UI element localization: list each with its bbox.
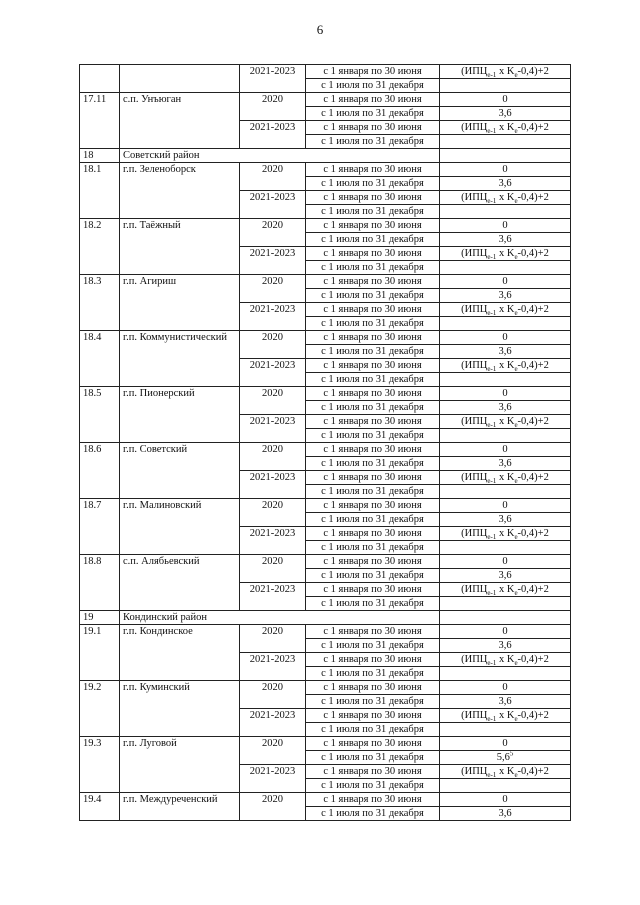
value-cell: 0	[440, 163, 571, 177]
value-cell	[440, 317, 571, 331]
settlement-name: г.п. Зеленоборск	[120, 163, 240, 219]
year-cell: 2020	[240, 331, 306, 359]
table-row	[80, 219, 571, 233]
table-row	[80, 443, 571, 457]
period-cell: с 1 января по 30 июня	[306, 793, 440, 807]
table-row	[80, 387, 571, 401]
item-number: 19.2	[80, 681, 120, 737]
year-cell: 2020	[240, 387, 306, 415]
item-number: 19.1	[80, 625, 120, 681]
period-cell: с 1 января по 30 июня	[306, 653, 440, 667]
formula-cell: ($ИПЦ_{e-1}$ x $K_e-0,4)+2$	[440, 303, 571, 317]
formula-cell: ($ИПЦ_{e-1}$ x $K_e-0,4)+2$	[440, 583, 571, 597]
settlement-name: г.п. Коммунистический	[120, 331, 240, 387]
item-number: 18.7	[80, 499, 120, 555]
settlement-name: г.п. Таёжный	[120, 219, 240, 275]
period-cell: с 1 июля по 31 декабря	[306, 373, 440, 387]
value-cell: 0	[440, 681, 571, 695]
settlement-name: г.п. Кондинское	[120, 625, 240, 681]
period-cell: с 1 июля по 31 декабря	[306, 779, 440, 793]
settlement-name	[120, 65, 240, 93]
value-cell	[440, 611, 571, 625]
period-cell: с 1 января по 30 июня	[306, 191, 440, 205]
period-cell: с 1 июля по 31 декабря	[306, 807, 440, 821]
value-cell: 0	[440, 793, 571, 807]
year-cell: 2021-2023	[240, 121, 306, 149]
formula-cell: ($ИПЦ_{e-1}$ x $K_e-0,4)+2$	[440, 471, 571, 485]
value-cell: 3,6	[440, 177, 571, 191]
formula-cell: ($ИПЦ_{e-1}$ x $K_e-0,4)+2$	[440, 653, 571, 667]
value-cell: 3,6	[440, 513, 571, 527]
item-number: 18.3	[80, 275, 120, 331]
district-number: 19	[80, 611, 120, 625]
district-row	[80, 149, 571, 163]
period-cell: с 1 июля по 31 декабря	[306, 79, 440, 93]
value-cell: $5,6^5$	[440, 751, 571, 765]
period-cell: с 1 января по 30 июня	[306, 331, 440, 345]
period-cell: с 1 июля по 31 декабря	[306, 233, 440, 247]
settlement-name: с.п. Унъюган	[120, 93, 240, 149]
district-name: Кондинский район	[120, 611, 440, 625]
year-cell: 2020	[240, 275, 306, 303]
period-cell: с 1 января по 30 июня	[306, 275, 440, 289]
year-cell: 2021-2023	[240, 583, 306, 611]
value-cell: 3,6	[440, 289, 571, 303]
value-cell: 3,6	[440, 401, 571, 415]
value-cell: 0	[440, 443, 571, 457]
period-cell: с 1 января по 30 июня	[306, 359, 440, 373]
formula-cell: ($ИПЦ_{e-1}$ x $K_e-0,4)+2$	[440, 709, 571, 723]
year-cell: 2021-2023	[240, 765, 306, 793]
period-cell: с 1 января по 30 июня	[306, 499, 440, 513]
formula-cell: ($ИПЦ_{e-1}$ x $K_e-0,4)+2$	[440, 191, 571, 205]
period-cell: с 1 января по 30 июня	[306, 121, 440, 135]
period-cell: с 1 июля по 31 декабря	[306, 569, 440, 583]
value-cell: 3,6	[440, 807, 571, 821]
period-cell: с 1 января по 30 июня	[306, 163, 440, 177]
value-cell: 3,6	[440, 345, 571, 359]
formula-cell: ($ИПЦ_{e-1}$ x $K_e-0,4)+2$	[440, 527, 571, 541]
settlement-name: г.п. Советский	[120, 443, 240, 499]
period-cell: с 1 июля по 31 декабря	[306, 261, 440, 275]
year-cell: 2021-2023	[240, 471, 306, 499]
year-cell: 2021-2023	[240, 415, 306, 443]
period-cell: с 1 января по 30 июня	[306, 65, 440, 79]
year-cell: 2021-2023	[240, 247, 306, 275]
table-row	[80, 625, 571, 639]
settlement-name: с.п. Алябьевский	[120, 555, 240, 611]
year-cell: 2021-2023	[240, 191, 306, 219]
period-cell: с 1 июля по 31 декабря	[306, 135, 440, 149]
settlement-name: г.п. Междуреченский	[120, 793, 240, 821]
value-cell	[440, 79, 571, 93]
value-cell	[440, 667, 571, 681]
item-number: 18.1	[80, 163, 120, 219]
period-cell: с 1 января по 30 июня	[306, 219, 440, 233]
item-number	[80, 65, 120, 93]
footnote-marker: 5	[509, 750, 514, 758]
value-cell: 3,6	[440, 569, 571, 583]
period-cell: с 1 января по 30 июня	[306, 93, 440, 107]
table-row	[80, 737, 571, 751]
period-cell: с 1 января по 30 июня	[306, 709, 440, 723]
period-cell: с 1 июля по 31 декабря	[306, 289, 440, 303]
formula-cell: ($ИПЦ_{e-1}$ x $K_e-0,4)+2$	[440, 765, 571, 779]
value-cell: 0	[440, 93, 571, 107]
item-number: 17.11	[80, 93, 120, 149]
year-cell: 2020	[240, 93, 306, 121]
value-cell: 0	[440, 625, 571, 639]
district-name: Советский район	[120, 149, 440, 163]
item-number: 18.6	[80, 443, 120, 499]
table-row	[80, 681, 571, 695]
value-cell: 0	[440, 555, 571, 569]
formula-cell: ($ИПЦ_{e-1}$ x $K_e-0,4)+2$	[440, 247, 571, 261]
year-cell: 2020	[240, 625, 306, 653]
value-cell	[440, 723, 571, 737]
value-cell	[440, 597, 571, 611]
year-cell: 2020	[240, 443, 306, 471]
period-cell: с 1 июля по 31 декабря	[306, 695, 440, 709]
period-cell: с 1 июля по 31 декабря	[306, 597, 440, 611]
year-cell: 2021-2023	[240, 65, 306, 93]
value-cell	[440, 373, 571, 387]
value-cell: 3,6	[440, 695, 571, 709]
period-cell: с 1 января по 30 июня	[306, 625, 440, 639]
period-cell: с 1 января по 30 июня	[306, 387, 440, 401]
table-row	[80, 793, 571, 807]
period-cell: с 1 июля по 31 декабря	[306, 205, 440, 219]
value-cell	[440, 541, 571, 555]
settlement-name: г.п. Луговой	[120, 737, 240, 793]
item-number: 18.5	[80, 387, 120, 443]
settlement-name: г.п. Агириш	[120, 275, 240, 331]
value-cell: 3,6	[440, 233, 571, 247]
tariff-table	[79, 64, 571, 821]
period-cell: с 1 января по 30 июня	[306, 681, 440, 695]
period-cell: с 1 июля по 31 декабря	[306, 541, 440, 555]
period-cell: с 1 июля по 31 декабря	[306, 751, 440, 765]
formula-cell: ($ИПЦ_{e-1}$ x $K_e-0,4)+2$	[440, 121, 571, 135]
period-cell: с 1 июля по 31 декабря	[306, 107, 440, 121]
year-cell: 2021-2023	[240, 359, 306, 387]
period-cell: с 1 июля по 31 декабря	[306, 429, 440, 443]
value-cell: 0	[440, 737, 571, 751]
district-row	[80, 611, 571, 625]
year-cell: 2020	[240, 737, 306, 765]
period-cell: с 1 июля по 31 декабря	[306, 177, 440, 191]
settlement-name: г.п. Куминский	[120, 681, 240, 737]
period-cell: с 1 июля по 31 декабря	[306, 345, 440, 359]
period-cell: с 1 января по 30 июня	[306, 583, 440, 597]
formula-cell: ($ИПЦ_{e-1}$ x $K_e-0,4)+2$	[440, 65, 571, 79]
period-cell: с 1 января по 30 июня	[306, 247, 440, 261]
value-cell	[440, 485, 571, 499]
item-number: 18.4	[80, 331, 120, 387]
year-cell: 2021-2023	[240, 709, 306, 737]
period-cell: с 1 января по 30 июня	[306, 303, 440, 317]
value-cell: 0	[440, 499, 571, 513]
year-cell: 2020	[240, 793, 306, 821]
district-number: 18	[80, 149, 120, 163]
page-number: 6	[316, 22, 324, 37]
period-cell: с 1 июля по 31 декабря	[306, 485, 440, 499]
item-number: 19.4	[80, 793, 120, 821]
value-cell: 3,6	[440, 457, 571, 471]
table-row	[80, 65, 571, 79]
period-cell: с 1 июля по 31 декабря	[306, 639, 440, 653]
value-cell: 0	[440, 275, 571, 289]
year-cell: 2020	[240, 681, 306, 709]
period-cell: с 1 января по 30 июня	[306, 415, 440, 429]
item-number: 18.2	[80, 219, 120, 275]
year-cell: 2020	[240, 163, 306, 191]
formula-cell: ($ИПЦ_{e-1}$ x $K_e-0,4)+2$	[440, 359, 571, 373]
table-row	[80, 163, 571, 177]
year-cell: 2020	[240, 499, 306, 527]
table-row	[80, 331, 571, 345]
year-cell: 2020	[240, 555, 306, 583]
value-cell	[440, 779, 571, 793]
value-cell	[440, 149, 571, 163]
period-cell: с 1 января по 30 июня	[306, 555, 440, 569]
year-cell: 2021-2023	[240, 303, 306, 331]
item-number: 19.3	[80, 737, 120, 793]
period-cell: с 1 июля по 31 декабря	[306, 317, 440, 331]
period-cell: с 1 января по 30 июня	[306, 527, 440, 541]
period-cell: с 1 января по 30 июня	[306, 443, 440, 457]
value-cell: 0	[440, 219, 571, 233]
value-cell: 0	[440, 331, 571, 345]
year-cell: 2021-2023	[240, 527, 306, 555]
value-cell	[440, 261, 571, 275]
settlement-name: г.п. Пионерский	[120, 387, 240, 443]
value-cell	[440, 205, 571, 219]
settlement-name: г.п. Малиновский	[120, 499, 240, 555]
period-cell: с 1 июля по 31 декабря	[306, 513, 440, 527]
period-cell: с 1 января по 30 июня	[306, 737, 440, 751]
value-cell	[440, 135, 571, 149]
value-cell	[440, 429, 571, 443]
table-row	[80, 499, 571, 513]
value-cell: 3,6	[440, 639, 571, 653]
formula-cell: ($ИПЦ_{e-1}$ x $K_e-0,4)+2$	[440, 415, 571, 429]
year-cell: 2021-2023	[240, 653, 306, 681]
value-cell: 3,6	[440, 107, 571, 121]
period-cell: с 1 января по 30 июня	[306, 765, 440, 779]
table-row	[80, 275, 571, 289]
table-row	[80, 555, 571, 569]
period-cell: с 1 июля по 31 декабря	[306, 401, 440, 415]
period-cell: с 1 июля по 31 декабря	[306, 667, 440, 681]
period-cell: с 1 января по 30 июня	[306, 471, 440, 485]
item-number: 18.8	[80, 555, 120, 611]
year-cell: 2020	[240, 219, 306, 247]
period-cell: с 1 июля по 31 декабря	[306, 457, 440, 471]
value-cell: 0	[440, 387, 571, 401]
table-row	[80, 93, 571, 107]
period-cell: с 1 июля по 31 декабря	[306, 723, 440, 737]
